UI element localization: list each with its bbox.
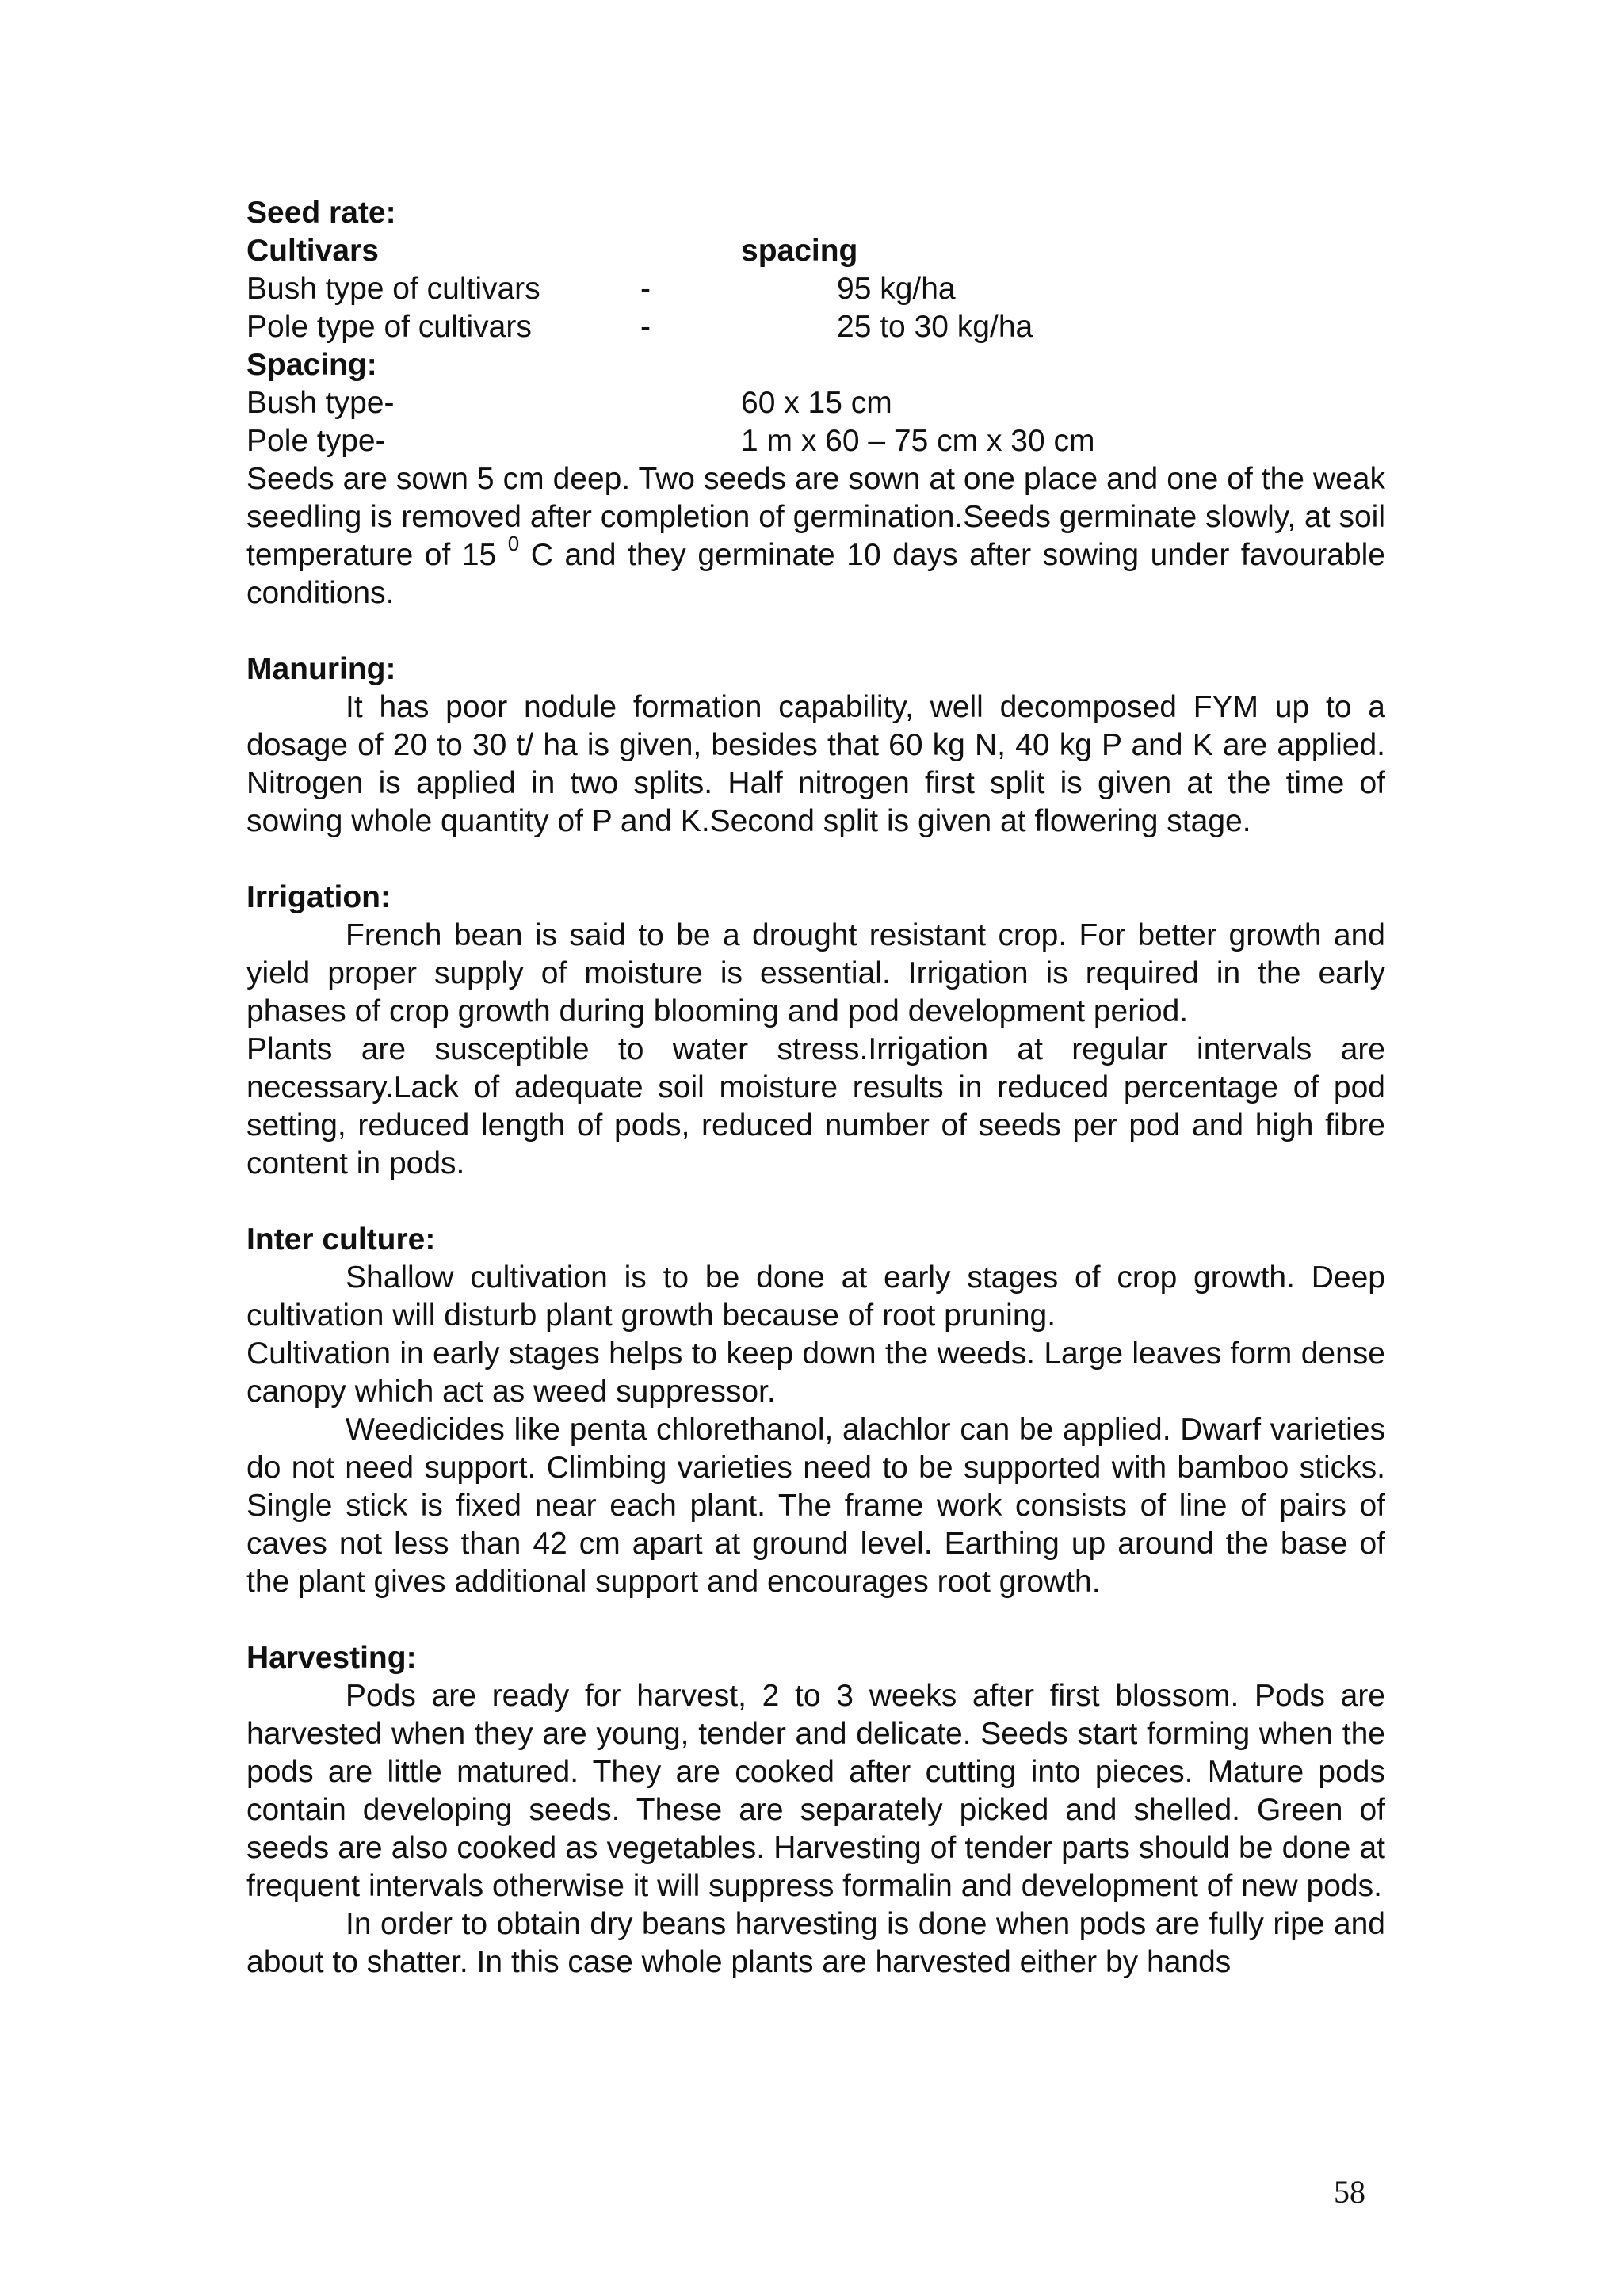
seed-rate-header-row xyxy=(246,232,1385,270)
inter-culture-paragraph-2: Cultivation in early stages helps to keep down the weeds. Large leaves form dense canopy which act as weed suppressor. xyxy=(246,1337,1385,1409)
sowing-paragraph xyxy=(246,460,1385,612)
irrigation-heading: Irrigation: xyxy=(246,880,391,914)
cultivar-name: Pole type of cultivars xyxy=(246,310,532,344)
inter-culture-heading: Inter culture: xyxy=(246,1222,436,1257)
manuring-paragraph: It has poor nodule formation capability, well decomposed FYM up to a dosage of 20 to 30 t/ ha is given, besides that 60 kg N, 40 kg P and K are applied. Nitrogen is applied in two splits. Half nitrogen first split is given at the time of sowing whole quantity of P and K.Second split is given at flowering stage. xyxy=(246,690,1385,838)
degree-superscript: 0 xyxy=(507,532,520,555)
dash: - xyxy=(640,310,651,344)
seed-rate-row xyxy=(246,308,1385,346)
spacing-type: Bush type- xyxy=(246,386,395,420)
harvesting-paragraph: Pods are ready for harvest, 2 to 3 weeks after first blossom. Pods are harvested when they are young, tender and delicate. Seeds start forming when the pods are little matured. They are cooked after cutting into pieces. Mature pods contain developing seeds. These are separately picked and shelled. Green of seeds are also cooked as vegetables. Harvesting of tender parts should be done at frequent intervals otherwise it will suppress formalin and development of new pods. xyxy=(246,1679,1385,1903)
sowing-text-continued: C and they germinate 10 days after sowing under favourable conditions. xyxy=(246,538,1385,610)
seed-rate-row xyxy=(246,270,1385,308)
sowing-text: Seeds are sown 5 cm deep. Two seeds are sown at one place and one of the weak seedling is removed after completion of germination.Seeds germinate slowly, at soil temperature of 15 xyxy=(246,462,1385,572)
irrigation-paragraph-2: Plants are susceptible to water stress.Irrigation at regular intervals are necessary.Lack of adequate soil moisture results in reduced percentage of pod setting, reduced length of pods, reduced number of seeds per pod and high fibre content in pods. xyxy=(246,1032,1385,1180)
spacing-value: 60 x 15 cm xyxy=(741,386,892,420)
seed-rate-value: 25 to 30 kg/ha xyxy=(837,310,1033,344)
harvesting-paragraph-2: In order to obtain dry beans harvesting is done when pods are fully ripe and about to shatter. In this case whole plants are harvested either by hands xyxy=(246,1907,1385,1979)
spacing-value: 1 m x 60 – 75 cm x 30 cm xyxy=(741,424,1095,458)
inter-culture-paragraph-3: Weedicides like penta chlorethanol, alachlor can be applied. Dwarf varieties do not need support. Climbing varieties need to be supported with bamboo sticks. Single stick is fixed near each plant. The frame work consists of line of pairs of caves not less than 42 cm apart at ground level. Earthing up around the base of the plant gives additional support and encourages root growth. xyxy=(246,1413,1385,1599)
cultivars-column-header: Cultivars xyxy=(246,234,379,268)
cultivar-name: Bush type of cultivars xyxy=(246,272,540,306)
spacing-type: Pole type- xyxy=(246,424,386,458)
harvesting-heading: Harvesting: xyxy=(246,1641,417,1675)
spacing-row xyxy=(246,422,1385,460)
inter-culture-paragraph: Shallow cultivation is to be done at early stages of crop growth. Deep cultivation will disturb plant growth because of root pruning. xyxy=(246,1261,1385,1333)
seed-rate-value: 95 kg/ha xyxy=(837,272,956,306)
seed-rate-heading: Seed rate: xyxy=(246,196,396,230)
page-number: 58 xyxy=(1334,2174,1365,2210)
spacing-heading: Spacing: xyxy=(246,348,377,382)
irrigation-paragraph: French bean is said to be a drought resistant crop. For better growth and yield proper supply of moisture is essential. Irrigation is required in the early phases of crop growth during blooming and pod development period. xyxy=(246,918,1385,1028)
spacing-row xyxy=(246,384,1385,422)
manuring-heading: Manuring: xyxy=(246,652,396,686)
document-page xyxy=(246,194,1385,1981)
dash: - xyxy=(640,272,651,306)
spacing-column-header: spacing xyxy=(741,234,858,268)
